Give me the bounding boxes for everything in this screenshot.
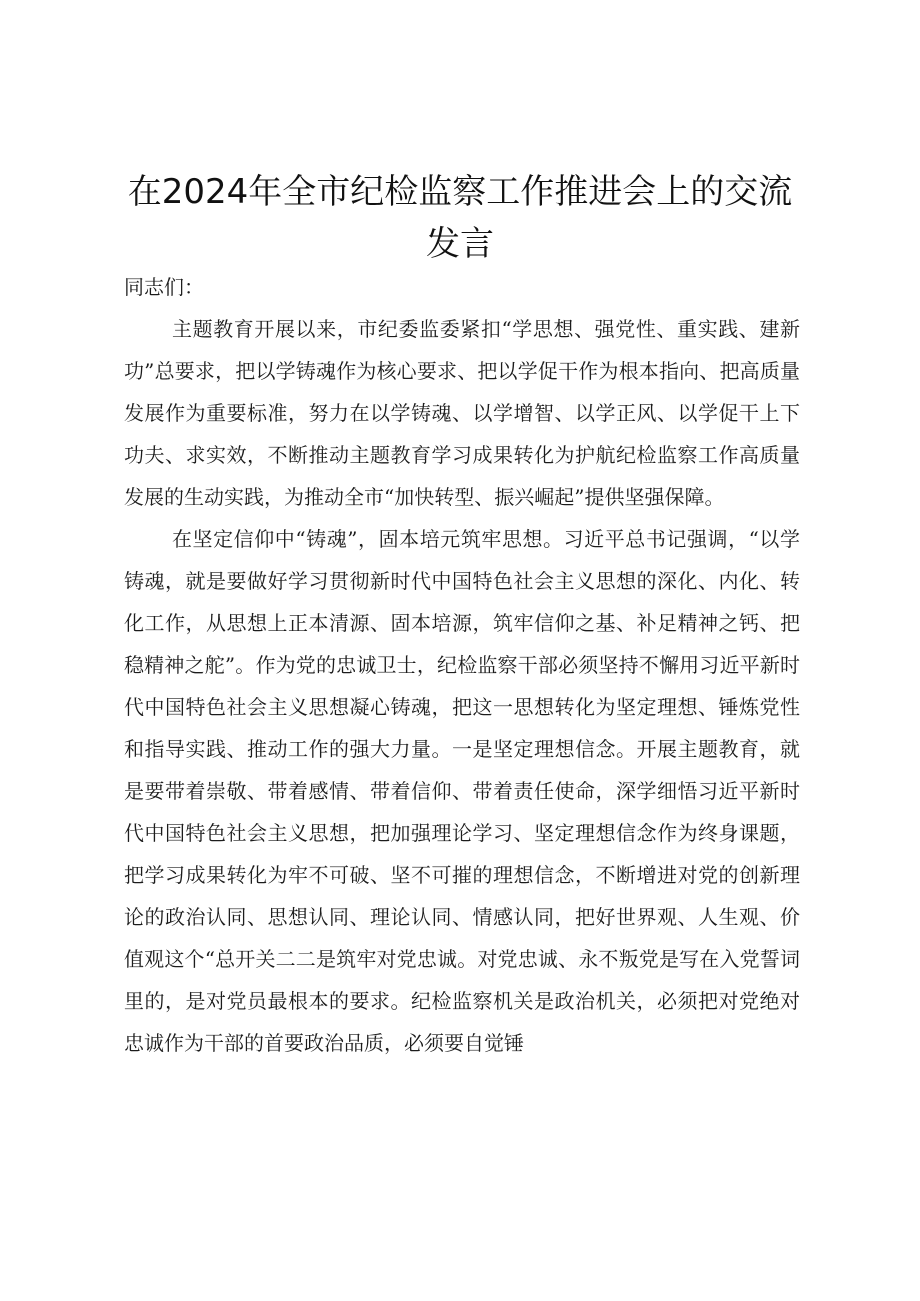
paragraph: 主题教育开展以来，市纪委监委紧扣“学思想、强党性、重实践、建新功”总要求，把以学铸魂作为核心要求、把以学促干作为根本指向、把高质量发展作为重要标准，努力在以学铸魂、以学增智、以学正风、以学促干上下功夫、求实效，不断推动主题教育学习成果转化为护航纪检监察工作高质量发展的生动实践，为推动全市“加快转型、振兴崛起”提供坚强保障。 — [124, 317, 800, 509]
document-title — [100, 166, 820, 270]
title-line-2: 发言 — [426, 224, 494, 264]
title-line-1: 在2024年全市纪检监察工作推进会上的交流 — [127, 172, 793, 212]
salutation: 同志们： — [124, 275, 204, 299]
document-body — [124, 266, 800, 1064]
paragraph: 在坚定信仰中“铸魂”，固本培元筑牢思想。习近平总书记强调，“以学铸魂，就是要做好学习贯彻新时代中国特色社会主义思想的深化、内化、转化工作，从思想上正本清源、固本培源，筑牢信仰之基、补足精神之钙、把稳精神之舵”。作为党的忠诚卫士，纪检监察干部必须坚持不懈用习近平新时代中国特色社会主义思想凝心铸魂，把这一思想转化为坚定理想、锤炼党性和指导实践、推动工作的强大力量。一是坚定理想信念。开展主题教育，就是要带着崇敬、带着感情、带着信仰、带着责任使命，深学细悟习近平新时代中国特色社会主义思想，把加强理论学习、坚定理想信念作为终身课题，把学习成果转化为牢不可破、坚不可摧的理想信念，不断增进对党的创新理论的政治认同、思想认同、理论认同、情感认同，把好世界观、人生观、价值观这个“总开关二二是筑牢对党忠诚。对党忠诚、永不叛党是写在入党誓词里的，是对党员最根本的要求。纪检监察机关是政治机关，必须把对党绝对忠诚作为干部的首要政治品质，必须要自觉锤 — [124, 527, 800, 1055]
